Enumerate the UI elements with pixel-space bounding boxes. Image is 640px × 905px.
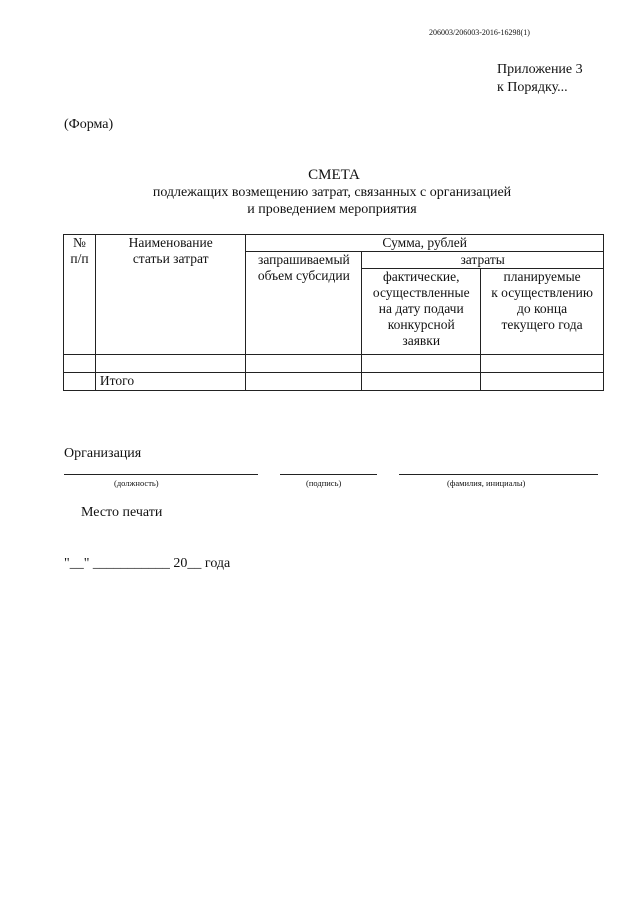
header-planned-line-2: к осуществлению [491, 285, 593, 300]
header-planned-line-4: текущего года [501, 317, 583, 332]
header-requested [246, 252, 362, 355]
header-planned [481, 269, 604, 355]
signature-line [280, 474, 377, 475]
appendix-line-2: к Порядку... [497, 80, 568, 95]
header-actual-line-3: на дату подачи [378, 301, 464, 316]
position-line [64, 474, 258, 475]
total-label: Итого [95, 373, 246, 391]
position-caption: (должность) [114, 478, 159, 488]
empty-cell [64, 355, 96, 373]
header-number-line-1: № [73, 235, 86, 250]
header-actual [362, 269, 481, 355]
empty-cell [64, 373, 96, 391]
date-line: "__" ___________ 20__ года [64, 556, 231, 571]
header-actual-line-1: фактические, [382, 269, 460, 284]
document-title: СМЕТА [308, 167, 360, 183]
empty-cell [246, 355, 362, 373]
header-actual-line-5: заявки [402, 333, 441, 348]
table-row [64, 355, 604, 373]
header-costs: затраты [362, 252, 604, 269]
document-subtitle-2: и проведением мероприятия [247, 202, 417, 217]
header-actual-line-2: осуществленные [372, 285, 470, 300]
total-row [64, 373, 604, 391]
seal-label: Место печати [81, 505, 163, 520]
empty-cell [362, 373, 481, 391]
header-number [64, 235, 96, 355]
form-label: (Форма) [64, 117, 114, 132]
signature-caption: (подпись) [306, 478, 342, 488]
empty-cell [362, 355, 481, 373]
empty-cell [481, 355, 604, 373]
organization-label: Организация [64, 446, 142, 461]
header-item-name-line-1: Наименование [128, 235, 213, 250]
header-actual-line-4: конкурсной [387, 317, 455, 332]
empty-cell [481, 373, 604, 391]
header-number-line-2: п/п [70, 251, 89, 266]
header-planned-line-3: до конца [517, 301, 568, 316]
appendix-line-1: Приложение 3 [497, 62, 583, 77]
empty-cell [95, 355, 246, 373]
document-subtitle-1: подлежащих возмещению затрат, связанных с организацией [152, 185, 512, 200]
estimate-table [63, 234, 604, 391]
header-sum: Сумма, рублей [246, 235, 604, 252]
document-id: 206003/206003-2016-16298(1) [429, 28, 530, 37]
header-planned-line-1: планируемые [503, 269, 581, 284]
header-item-name-line-2: статьи затрат [132, 251, 209, 266]
header-item-name [95, 235, 246, 355]
header-requested-line-2: объем субсидии [257, 268, 350, 283]
name-caption: (фамилия, инициалы) [447, 478, 526, 488]
header-requested-line-1: запрашиваемый [257, 252, 350, 267]
name-line [399, 474, 598, 475]
empty-cell [246, 373, 362, 391]
